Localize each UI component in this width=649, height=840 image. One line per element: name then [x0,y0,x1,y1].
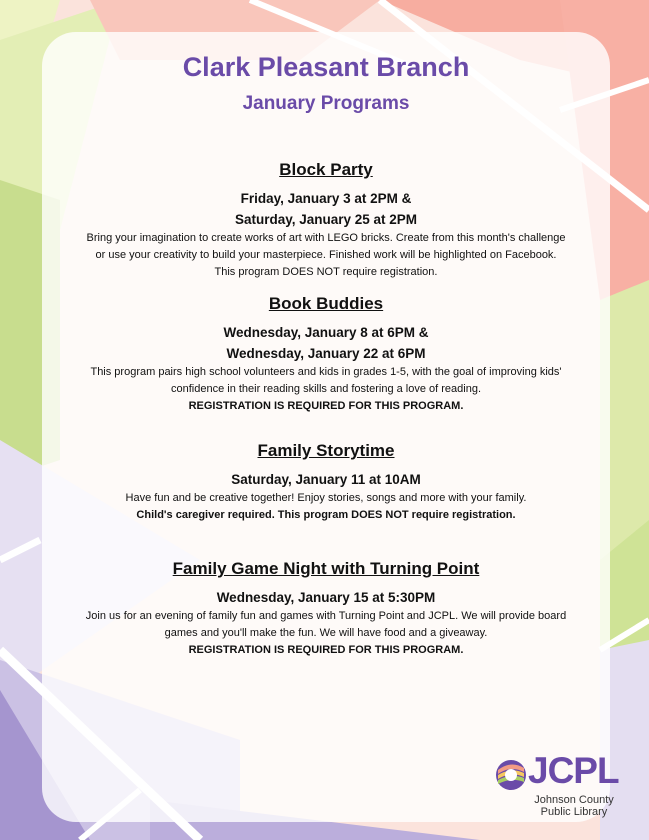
logo-wordmark: JCPL [528,750,619,791]
program-family-storytime [42,441,610,524]
program-date: Wednesday, January 22 at 6PM [226,346,426,361]
jcpl-logo [494,750,634,822]
program-heading: Family Storytime [257,441,395,460]
content-card [42,32,610,822]
program-date: Wednesday, January 8 at 6PM & [223,325,429,340]
program-heading: Block Party [279,160,373,179]
page-title: Clark Pleasant Branch [182,52,470,82]
program-description: Join us for an evening of family fun and games with Turning Point and JCPL. We will provide board [85,610,567,622]
logo-line-2: Public Library [540,806,608,818]
program-description: confidence in their reading skills and fostering a love of reading. [170,383,482,395]
program-note: REGISTRATION IS REQUIRED FOR THIS PROGRAM. [188,644,464,656]
program-note: Child's caregiver required. This program DOES NOT require registration. [136,509,516,521]
program-date: Friday, January 3 at 2PM & [240,191,412,206]
logo-subtitle [528,794,620,818]
program-block-party [42,160,610,281]
program-family-game-night [42,559,610,659]
program-date: Saturday, January 11 at 10AM [231,472,421,487]
program-description: or use your creativity to build your masterpiece. Finished work will be highlighted on Facebook. [95,249,557,261]
program-date: Wednesday, January 15 at 5:30PM [216,590,436,605]
program-description: This program DOES NOT require registration. [214,266,438,278]
library-swirl-icon [494,758,528,792]
logo-line-1: Johnson County [534,794,614,806]
program-heading: Family Game Night with Turning Point [172,559,480,578]
program-date: Saturday, January 25 at 2PM [234,212,418,227]
program-book-buddies [42,294,610,415]
program-description: This program pairs high school volunteers and kids in grades 1-5, with the goal of improving kids' [90,366,562,378]
program-note: REGISTRATION IS REQUIRED FOR THIS PROGRAM. [188,400,464,412]
program-description: games and you'll make the fun. We will have food and a giveaway. [164,627,488,639]
program-heading: Book Buddies [268,294,384,313]
program-description: Have fun and be creative together! Enjoy stories, songs and more with your family. [125,492,527,504]
page-subtitle: January Programs [242,93,410,114]
program-description: Bring your imagination to create works of art with LEGO bricks. Create from this month's challenge [86,232,566,244]
